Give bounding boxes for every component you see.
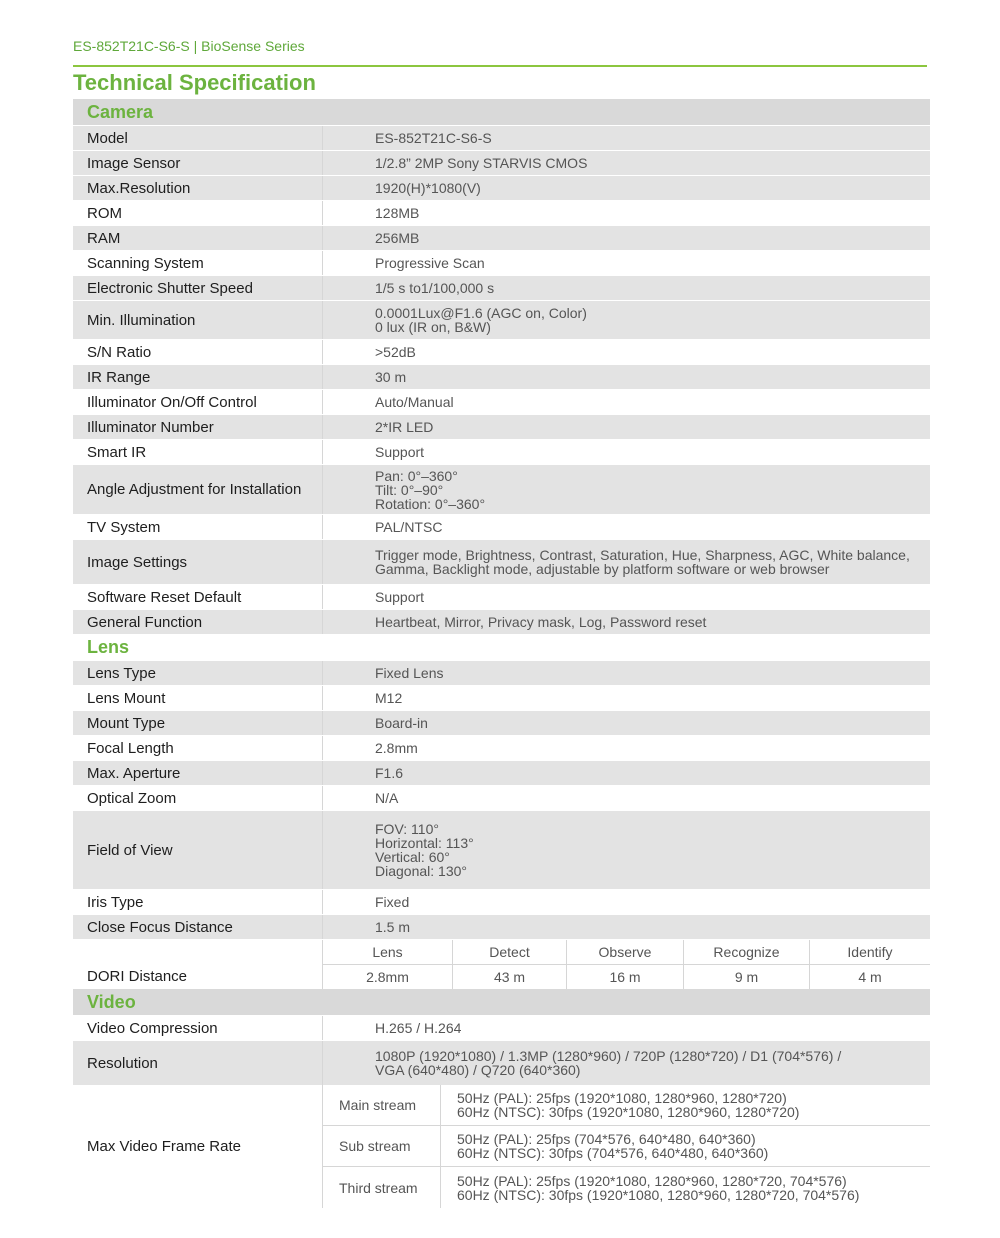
dori-header-cell: Observe (567, 940, 684, 964)
stream-frame-rate: 50Hz (PAL): 25fps (1920*1080, 1280*960, 1280*720) 60Hz (NTSC): 30fps (1920*1080, 1280*960, 1280*720) (457, 1090, 800, 1120)
spec-label: Model (73, 126, 323, 150)
spec-label: RAM (73, 226, 323, 250)
dori-header-cell: Lens (323, 940, 453, 964)
spec-value: M12 (375, 690, 403, 706)
spec-row (73, 514, 930, 539)
spec-value: Fixed Lens (375, 665, 444, 681)
frame-rate-stream-row (323, 1126, 930, 1167)
spec-row (73, 710, 930, 735)
spec-label: Focal Length (73, 736, 323, 760)
stream-name: Third stream (323, 1167, 441, 1208)
spec-row (73, 464, 930, 514)
spec-label: Max.Resolution (73, 176, 323, 200)
spec-value: 2*IR LED (375, 419, 434, 435)
spec-value: F1.6 (375, 765, 404, 781)
spec-label: Electronic Shutter Speed (73, 276, 323, 300)
spec-value: H.265 / H.264 (375, 1020, 462, 1036)
spec-row (73, 810, 930, 889)
section-heading-lens: Lens (73, 634, 930, 660)
frame-rate-row (73, 1085, 930, 1208)
spec-row (73, 584, 930, 609)
spec-value: Fixed (375, 894, 410, 910)
spec-label: Close Focus Distance (73, 915, 323, 939)
spec-value: PAL/NTSC (375, 519, 443, 535)
frame-rate-stream-row (323, 1167, 930, 1208)
spec-label: Optical Zoom (73, 786, 323, 810)
spec-label: TV System (73, 515, 323, 539)
spec-label: Field of View (73, 811, 323, 889)
spec-row (73, 439, 930, 464)
spec-value: Trigger mode, Brightness, Contrast, Saturation, Hue, Sharpness, AGC, White balance, Gamma, Backlight mode, adjustable by platform software or web browser (375, 547, 910, 577)
spec-value: Pan: 0°–360° Tilt: 0°–90° Rotation: 0°–360° (375, 467, 486, 512)
spec-label: Video Compression (73, 1016, 323, 1040)
spec-row (73, 414, 930, 439)
spec-value: Support (375, 444, 425, 460)
section-heading-video: Video (73, 989, 930, 1015)
spec-row (73, 609, 930, 634)
page-title: Technical Specification (73, 70, 316, 95)
spec-row (73, 1040, 930, 1085)
dori-label: DORI Distance (73, 940, 323, 989)
spec-label: Illuminator On/Off Control (73, 390, 323, 414)
spec-label: Image Sensor (73, 151, 323, 175)
spec-label: Lens Mount (73, 686, 323, 710)
spec-value: Progressive Scan (375, 255, 485, 271)
spec-label: Illuminator Number (73, 415, 323, 439)
spec-value: N/A (375, 790, 399, 806)
spec-value: 1080P (1920*1080) / 1.3MP (1280*960) / 720P (1280*720) / D1 (704*576) / VGA (640*480) / Q720 (640*360) (375, 1048, 842, 1078)
spec-row (73, 660, 930, 685)
frame-rate-label: Max Video Frame Rate (73, 1085, 323, 1208)
spec-row (73, 539, 930, 584)
spec-row (73, 250, 930, 275)
spec-value: 256MB (375, 230, 420, 246)
dori-row (73, 939, 930, 989)
dori-header-cell: Detect (453, 940, 567, 964)
spec-table (73, 99, 930, 1208)
dori-value-cell: 2.8mm (323, 965, 453, 989)
spec-row (73, 175, 930, 200)
spec-label: Max. Aperture (73, 761, 323, 785)
spec-value: 2.8mm (375, 740, 418, 756)
spec-value: 1/5 s to1/100,000 s (375, 280, 495, 296)
camera-rows (73, 125, 930, 634)
spec-row (73, 785, 930, 810)
spec-label: S/N Ratio (73, 340, 323, 364)
spec-value: 30 m (375, 369, 407, 385)
spec-label: General Function (73, 610, 323, 634)
document-header: ES-852T21C-S6-S | BioSense Series (73, 38, 305, 54)
spec-value: >52dB (375, 344, 416, 360)
video-rows (73, 1015, 930, 1085)
stream-name: Main stream (323, 1085, 441, 1125)
spec-label: Resolution (73, 1041, 323, 1085)
spec-label: Angle Adjustment for Installation (73, 465, 323, 514)
spec-label: Mount Type (73, 711, 323, 735)
spec-row (73, 1015, 930, 1040)
spec-row (73, 914, 930, 939)
spec-row (73, 760, 930, 785)
spec-value: Heartbeat, Mirror, Privacy mask, Log, Password reset (375, 614, 707, 630)
spec-value: Board-in (375, 715, 428, 731)
spec-row (73, 685, 930, 710)
spec-value: 0.0001Lux@F1.6 (AGC on, Color) 0 lux (IR on, B&W) (375, 305, 587, 335)
header-divider (73, 65, 927, 67)
dori-header-cell: Identify (847, 944, 893, 960)
section-heading-camera: Camera (73, 99, 930, 125)
spec-row (73, 125, 930, 150)
spec-row (73, 200, 930, 225)
spec-label: Software Reset Default (73, 585, 323, 609)
spec-value: 1/2.8” 2MP Sony STARVIS CMOS (375, 155, 588, 171)
spec-label: Min. Illumination (73, 301, 323, 339)
dori-header-cell: Recognize (684, 940, 810, 964)
dori-grid (323, 940, 930, 989)
spec-value: Auto/Manual (375, 394, 454, 410)
dori-value-cell: 9 m (684, 965, 810, 989)
stream-frame-rate: 50Hz (PAL): 25fps (1920*1080, 1280*960, 1280*720, 704*576) 60Hz (NTSC): 30fps (1920*1080, 1280*960, 1280*720, 704*576) (457, 1172, 860, 1203)
stream-name: Sub stream (323, 1126, 441, 1166)
spec-label: IR Range (73, 365, 323, 389)
spec-row (73, 150, 930, 175)
spec-value: 128MB (375, 205, 420, 221)
spec-row (73, 225, 930, 250)
dori-value-row (323, 964, 930, 989)
frame-rate-grid (323, 1085, 930, 1208)
dori-value-cell: 43 m (453, 965, 567, 989)
spec-label: Smart IR (73, 440, 323, 464)
spec-value: 1.5 m (375, 919, 411, 935)
spec-row (73, 275, 930, 300)
dori-header-row (323, 940, 930, 964)
spec-label: Image Settings (73, 540, 323, 584)
spec-label: ROM (73, 201, 323, 225)
frame-rate-stream-row (323, 1085, 930, 1126)
spec-label: Scanning System (73, 251, 323, 275)
stream-frame-rate: 50Hz (PAL): 25fps (704*576, 640*480, 640*360) 60Hz (NTSC): 30fps (704*576, 640*480, 640*360) (457, 1131, 769, 1161)
lens-rows (73, 660, 930, 939)
spec-row (73, 300, 930, 339)
spec-label: Lens Type (73, 661, 323, 685)
spec-row (73, 889, 930, 914)
spec-row (73, 364, 930, 389)
spec-value: ES-852T21C-S6-S (375, 130, 492, 146)
spec-value: 1920(H)*1080(V) (375, 180, 481, 196)
spec-value: Support (375, 589, 425, 605)
spec-row (73, 735, 930, 760)
spec-value: FOV: 110° Horizontal: 113° Vertical: 60° Diagonal: 130° (375, 821, 474, 879)
dori-value-cell: 4 m (858, 969, 882, 985)
spec-label: Iris Type (73, 890, 323, 914)
dori-value-cell: 16 m (567, 965, 684, 989)
spec-row (73, 389, 930, 414)
spec-row (73, 339, 930, 364)
